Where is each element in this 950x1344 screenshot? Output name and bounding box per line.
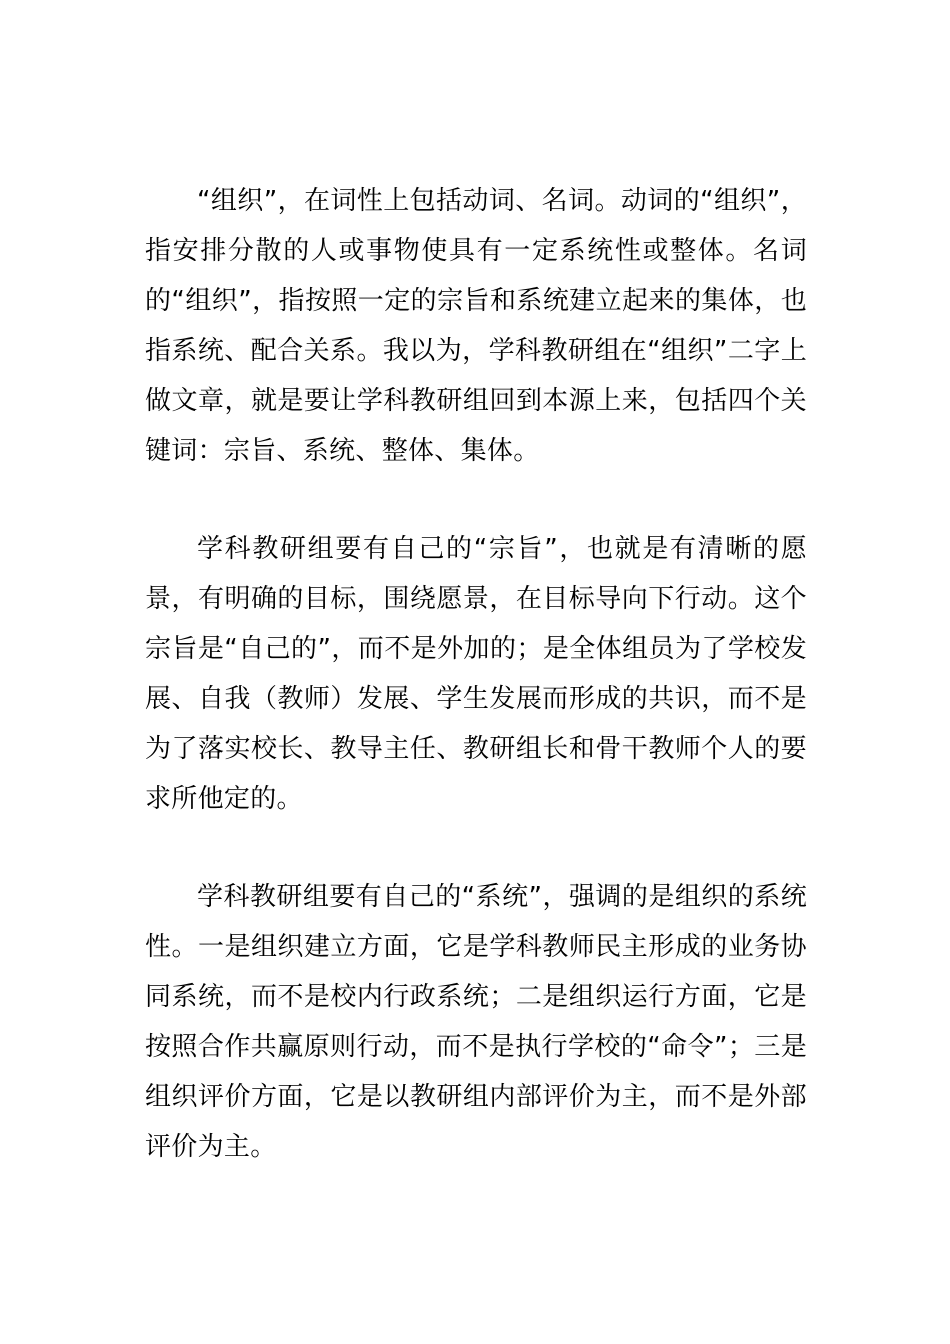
document-body xyxy=(145,176,807,1220)
paragraph-purpose: 学科教研组要有自己的“宗旨”，也就是有清晰的愿景，有明确的目标，围绕愿景，在目标导向下行动。这个宗旨是“自己的”，而不是外加的；是全体组员为了学校发展、自我（教师）发展、学生发展而形成的共识，而不是为了落实校长、教导主任、教研组长和骨干教师个人的要求所他定的。 xyxy=(145,534,807,814)
paragraph-organization-definition: “组织”，在词性上包括动词、名词。动词的“组织”，指安排分散的人或事物使具有一定系统性或整体。名词的“组织”，指按照一定的宗旨和系统建立起来的集体，也指系统、配合关系。我以为，学科教研组在“组织”二字上做文章，就是要让学科教研组回到本源上来，包括四个关键词：宗旨、系统、整体、集体。 xyxy=(145,186,807,466)
paragraph-system: 学科教研组要有自己的“系统”，强调的是组织的系统性。一是组织建立方面，它是学科教师民主形成的业务协同系统，而不是校内行政系统；二是组织运行方面，它是按照合作共赢原则行动，而不是执行学校的“命令”；三是组织评价方面，它是以教研组内部评价为主，而不是外部评价为主。 xyxy=(145,882,807,1162)
